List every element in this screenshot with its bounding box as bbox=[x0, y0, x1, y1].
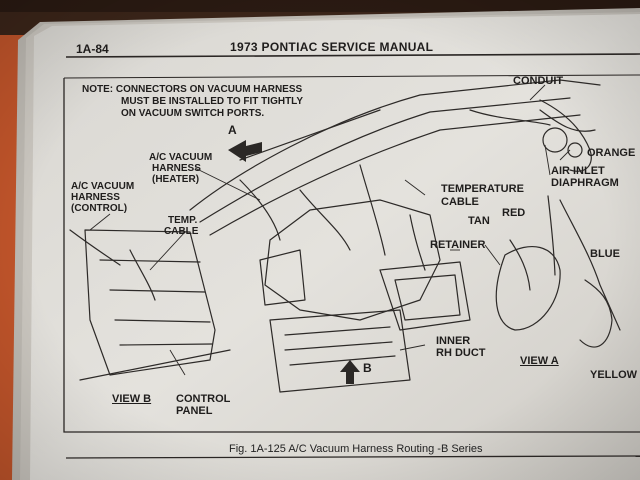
label-arrow-a: A bbox=[228, 123, 237, 137]
label-ac-vacuum-heater-1: A/C VACUUM bbox=[149, 152, 213, 163]
label-arrow-b: B bbox=[363, 361, 372, 375]
label-air-inlet-1: AIR INLET bbox=[551, 165, 605, 177]
figure-caption: Fig. 1A-125 A/C Vacuum Harness Routing -B Series bbox=[229, 443, 483, 455]
page-number: 1A-84 bbox=[76, 42, 109, 56]
label-ac-vacuum-control-3: (CONTROL) bbox=[71, 203, 128, 214]
label-ac-vacuum-control-2: HARNESS bbox=[71, 192, 120, 203]
label-ac-vacuum-heater-2: HARNESS bbox=[152, 163, 201, 174]
label-view-b: VIEW B bbox=[112, 393, 152, 405]
label-temp-cable-1: TEMP. bbox=[168, 215, 198, 226]
label-blue: BLUE bbox=[590, 248, 620, 260]
label-ac-vacuum-control-1: A/C VACUUM bbox=[71, 181, 135, 192]
label-temperature-cable-2: CABLE bbox=[441, 196, 479, 208]
label-orange: ORANGE bbox=[587, 147, 636, 159]
label-tan: TAN bbox=[468, 215, 490, 227]
manual-title: 1973 PONTIAC SERVICE MANUAL bbox=[230, 40, 434, 54]
label-red: RED bbox=[502, 207, 526, 219]
label-inner-rh-duct-2: RH DUCT bbox=[436, 347, 486, 359]
label-temperature-cable-1: TEMPERATURE bbox=[441, 183, 524, 195]
label-ac-vacuum-heater-3: (HEATER) bbox=[152, 174, 200, 185]
label-control-panel-1: CONTROL bbox=[176, 393, 231, 405]
note-line-3: ON VACUUM SWITCH PORTS. bbox=[121, 108, 265, 119]
label-control-panel-2: PANEL bbox=[176, 405, 213, 417]
note-line-1: NOTE: CONNECTORS ON VACUUM HARNESS bbox=[82, 84, 303, 95]
label-temp-cable-2: CABLE bbox=[164, 226, 199, 237]
label-retainer: RETAINER bbox=[430, 239, 486, 251]
label-conduit: CONDUIT bbox=[513, 75, 564, 87]
label-view-a: VIEW A bbox=[520, 355, 559, 367]
note-line-2: MUST BE INSTALLED TO FIT TIGHTLY bbox=[121, 96, 304, 107]
label-yellow: YELLOW bbox=[590, 369, 638, 381]
label-air-inlet-2: DIAPHRAGM bbox=[551, 177, 619, 189]
label-inner-rh-duct-1: INNER bbox=[436, 335, 471, 347]
